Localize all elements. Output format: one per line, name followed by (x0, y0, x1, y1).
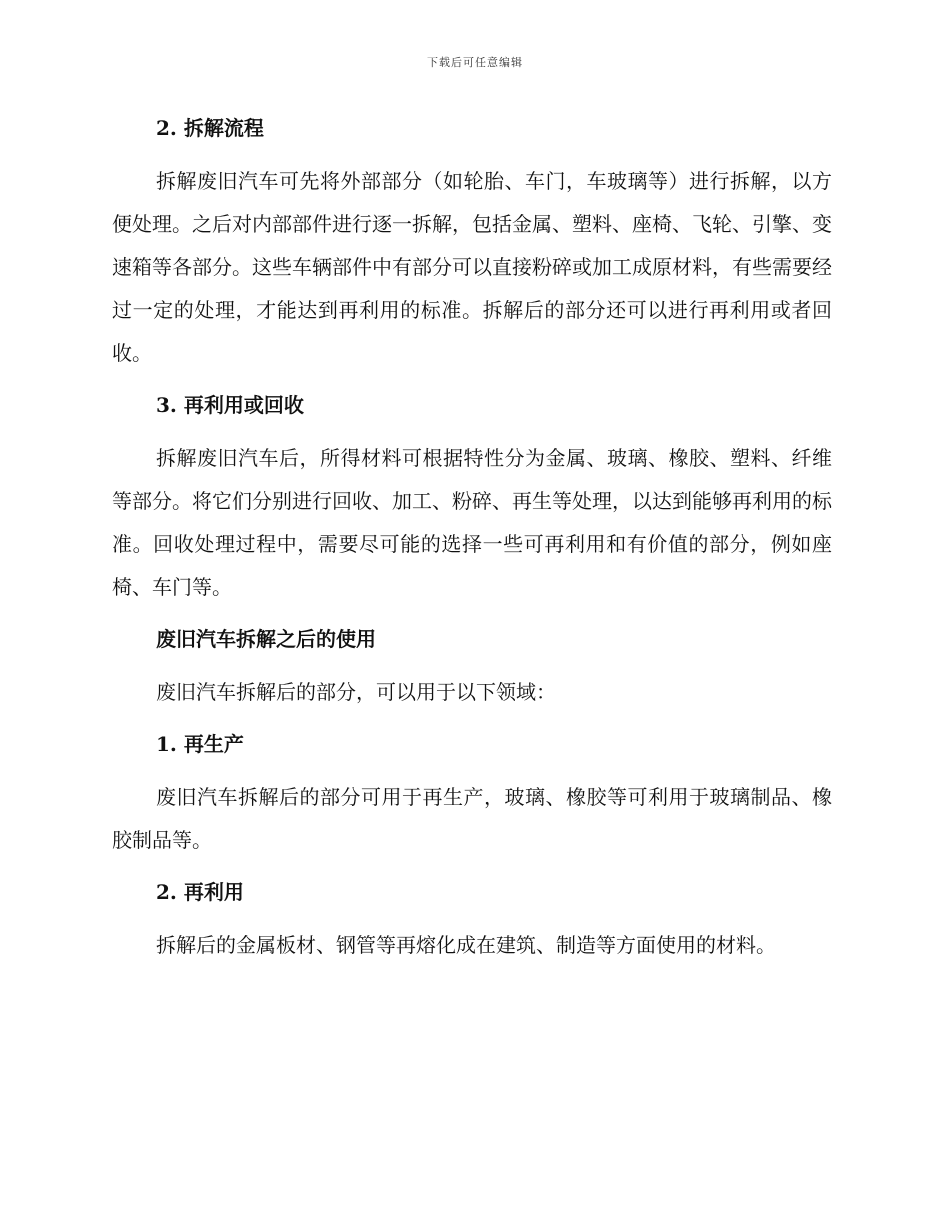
section-heading-usage-after-disassembly: 废旧汽车拆解之后的使用 (156, 627, 376, 651)
document-body (112, 110, 832, 967)
header-note: 下载后可任意编辑 (427, 56, 523, 69)
section-heading-reuse: 2. 再利用 (156, 880, 244, 904)
paragraph-reproduction: 废旧汽车拆解后的部分可用于再生产，玻璃、橡胶等可利用于玻璃制品、橡胶制品等。 (112, 785, 832, 852)
paragraph-usage-intro: 废旧汽车拆解后的部分，可以用于以下领域： (156, 680, 556, 704)
paragraph-reuse: 拆解后的金属板材、钢管等再熔化成在建筑、制造等方面使用的材料。 (156, 933, 776, 957)
paragraph-disassembly-process: 拆解废旧汽车可先将外部部分（如轮胎、车门，车玻璃等）进行拆解，以方便处理。之后对内部部件进行逐一拆解，包括金属、塑料、座椅、飞轮、引擎、变速箱等各部分。这些车辆部件中有部分可以直接粉碎或加工成原材料，有些需要经过一定的处理，才能达到再利用的标准。拆解后的部分还可以进行再利用或者回收。 (112, 169, 832, 365)
section-heading-disassembly-process: 2. 拆解流程 (156, 116, 264, 140)
section-heading-reproduction: 1. 再生产 (156, 732, 244, 756)
section-heading-reuse-or-recycle: 3. 再利用或回收 (156, 393, 304, 417)
paragraph-reuse-or-recycle: 拆解废旧汽车后，所得材料可根据特性分为金属、玻璃、橡胶、塑料、纤维等部分。将它们分别进行回收、加工、粉碎、再生等处理，以达到能够再利用的标准。回收处理过程中，需要尽可能的选择一些可再利用和有价值的部分，例如座椅、车门等。 (112, 446, 832, 599)
